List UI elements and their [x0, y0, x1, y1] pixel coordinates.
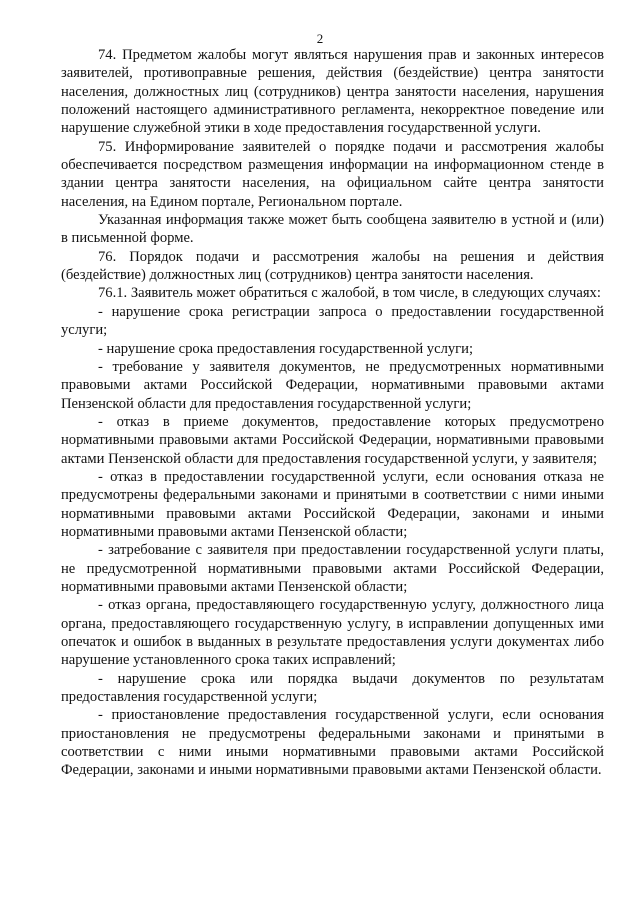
document-body — [61, 46, 604, 780]
list-item: - отказ в приеме документов, предоставление которых предусмотрено нормативными правовыми актами Российской Федерации, нормативными правовыми актами Пензенской области для предоставления государственной услуги, у заявителя; — [61, 413, 604, 467]
list-item: - нарушение срока регистрации запроса о предоставлении государственной услуги; — [61, 303, 604, 339]
paragraph-76-1: 76.1. Заявитель может обратиться с жалобой, в том числе, в следующих случаях: — [98, 285, 601, 302]
list-item: - нарушение срока предоставления государственной услуги; — [98, 340, 474, 357]
list-item: - приостановление предоставления государственной услуги, если основания приостановления не предусмотрены федеральными законами и принятыми в соответствии с ними иными нормативными правовыми актами Российской Федерации, законами и иными нормативными правовыми актами Пензенской области. — [61, 707, 604, 779]
paragraph-info-form: Указанная информация также может быть сообщена заявителю в устной и (или) в письменной форме. — [61, 212, 604, 247]
list-item: - нарушение срока или порядка выдачи документов по результатам предоставления государственной услуги; — [61, 670, 604, 706]
list-item: - требование у заявителя документов, не предусмотренных нормативными правовыми актами Российской Федерации, нормативными правовыми актами Пензенской области для предоставления государственной услуги; — [61, 358, 604, 412]
list-item: - затребование с заявителя при предоставлении государственной услуги платы, не предусмотренной нормативными правовыми актами Российской Федерации, нормативными правовыми актами Пензенской области; — [61, 542, 604, 595]
paragraph-75: 75. Информирование заявителей о порядке подачи и рассмотрения жалобы обеспечивается посредством размещения информации на информационном стенде в здании центра занятости населения, на официальном сайте центра занятости населения, на Едином портале, Региональном портале. — [61, 138, 604, 210]
paragraph-76: 76. Порядок подачи и рассмотрения жалобы на решения и действия (бездействие) должностных лиц (сотрудников) центра занятости населения. — [61, 248, 604, 284]
page-number: 2 — [316, 31, 324, 46]
paragraph-74: 74. Предметом жалобы могут являться нарушения прав и законных интересов заявителей, противоправные решения, действия (бездействие) центра занятости населения, должностных лиц (сотрудников) центра занятости населения, нарушения положений настоящего административного регламента, некорректное поведение или нарушение служебной этики в ходе предоставления государственной услуги. — [61, 47, 604, 137]
list-item: - отказ в предоставлении государственной услуги, если основания отказа не предусмотрены федеральными законами и принятыми в соответствии с ними иными нормативными правовыми актами Российской Федерации, законами и иными нормативными правовыми актами Пензенской области; — [61, 468, 604, 540]
list-item: - отказ органа, предоставляющего государственную услугу, должностного лица органа, предоставляющего государственную услугу, в исправлении допущенных ими опечаток и ошибок в выданных в результате предоставления услуги документах либо нарушение установленного срока таких исправлений; — [61, 597, 604, 669]
